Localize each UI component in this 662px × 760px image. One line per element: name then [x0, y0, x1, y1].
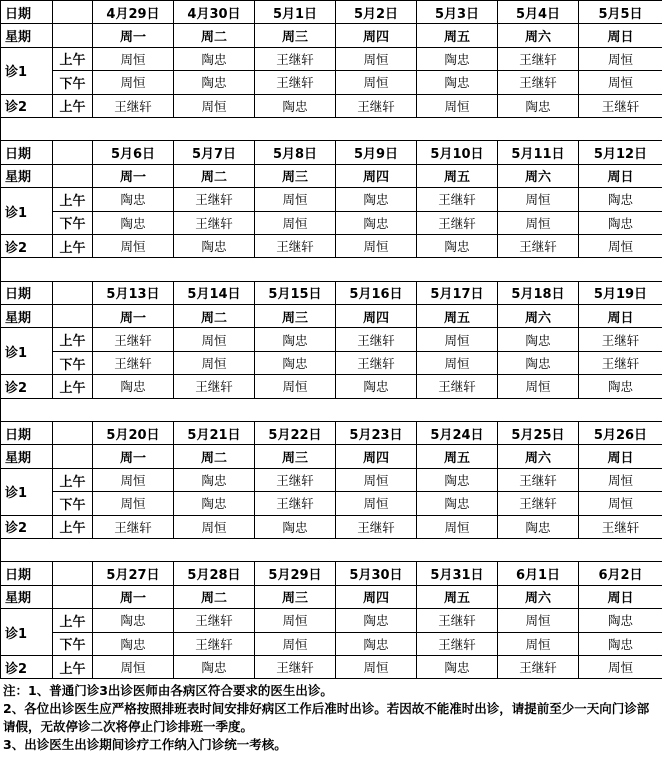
doctor-cell: 王继轩 — [93, 351, 174, 374]
doctor-cell: 陶忠 — [255, 515, 336, 538]
weekday-cell: 周日 — [579, 585, 662, 608]
date-cell: 6月2日 — [579, 562, 662, 585]
doctor-cell: 周恒 — [336, 47, 417, 70]
weekday-row — [1, 445, 662, 468]
doctor-cell: 陶忠 — [255, 94, 336, 117]
weekday-cell: 周五 — [417, 305, 498, 328]
doctor-cell: 周恒 — [255, 632, 336, 655]
am-label: 上午 — [53, 188, 93, 211]
weekday-cell: 周三 — [255, 305, 336, 328]
date-label: 日期 — [1, 281, 53, 304]
doctor-cell: 王继轩 — [498, 234, 579, 257]
doctor-cell: 陶忠 — [336, 211, 417, 234]
doctor-cell: 王继轩 — [417, 375, 498, 398]
weekday-label: 星期 — [1, 164, 53, 187]
date-cell: 5月3日 — [417, 1, 498, 24]
doctor-cell: 周恒 — [336, 71, 417, 94]
empty-cell — [53, 562, 93, 585]
weekday-cell: 周三 — [255, 164, 336, 187]
weekday-label: 星期 — [1, 305, 53, 328]
date-cell: 5月23日 — [336, 422, 417, 445]
doctor-cell: 周恒 — [336, 234, 417, 257]
weekday-cell: 周三 — [255, 445, 336, 468]
doctor-cell: 周恒 — [93, 47, 174, 70]
doctor-cell: 陶忠 — [93, 211, 174, 234]
doctor-cell: 陶忠 — [579, 188, 662, 211]
note-3: 3、出诊医生出诊期间诊疗工作纳入门诊统一考核。 — [3, 737, 287, 753]
date-cell: 5月16日 — [336, 281, 417, 304]
doctor-cell: 王继轩 — [255, 655, 336, 678]
doctor-cell: 周恒 — [93, 492, 174, 515]
doctor-cell: 周恒 — [579, 71, 662, 94]
weekday-cell: 周一 — [93, 445, 174, 468]
doctor-cell: 周恒 — [255, 375, 336, 398]
schedule-body — [1, 1, 662, 679]
weekday-cell: 周五 — [417, 585, 498, 608]
clinic2-label: 诊2 — [1, 375, 53, 398]
date-cell: 5月7日 — [174, 141, 255, 164]
weekday-cell: 周二 — [174, 585, 255, 608]
date-cell: 5月2日 — [336, 1, 417, 24]
doctor-cell: 周恒 — [417, 351, 498, 374]
doctor-cell: 周恒 — [579, 655, 662, 678]
doctor-cell: 陶忠 — [93, 375, 174, 398]
doctor-cell: 周恒 — [336, 492, 417, 515]
doctor-cell: 陶忠 — [417, 71, 498, 94]
doctor-cell: 王继轩 — [498, 492, 579, 515]
date-cell: 5月20日 — [93, 422, 174, 445]
doctor-cell: 陶忠 — [579, 609, 662, 632]
doctor-cell: 陶忠 — [579, 375, 662, 398]
date-cell: 5月9日 — [336, 141, 417, 164]
date-label: 日期 — [1, 562, 53, 585]
note-2: 2、各位出诊医生应严格按照排班表时间安排好病区工作后准时出诊。若因故不能准时出诊，请提前至少一天向门诊部请假，无故停诊二次将停止门诊排班一季度。 — [3, 701, 650, 735]
doctor-cell: 王继轩 — [174, 211, 255, 234]
doctor-cell: 周恒 — [174, 328, 255, 351]
doctor-cell: 周恒 — [498, 375, 579, 398]
am-label: 上午 — [53, 515, 93, 538]
weekday-cell: 周六 — [498, 445, 579, 468]
doctor-cell: 陶忠 — [579, 211, 662, 234]
am-label: 上午 — [53, 328, 93, 351]
am-label: 上午 — [53, 94, 93, 117]
doctor-cell: 王继轩 — [93, 515, 174, 538]
date-cell: 5月4日 — [498, 1, 579, 24]
date-cell: 5月27日 — [93, 562, 174, 585]
separator-cell — [1, 398, 662, 421]
clinic1-am-row — [1, 468, 662, 491]
clinic1-pm-row — [1, 492, 662, 515]
clinic2-am-row — [1, 515, 662, 538]
date-label: 日期 — [1, 422, 53, 445]
empty-cell — [53, 445, 93, 468]
doctor-cell: 周恒 — [579, 47, 662, 70]
doctor-cell: 周恒 — [498, 211, 579, 234]
clinic1-label: 诊1 — [1, 468, 53, 515]
date-cell: 5月1日 — [255, 1, 336, 24]
doctor-cell: 王继轩 — [255, 234, 336, 257]
separator-cell — [1, 258, 662, 281]
doctor-cell: 陶忠 — [255, 328, 336, 351]
weekday-cell: 周六 — [498, 305, 579, 328]
doctor-cell: 王继轩 — [336, 94, 417, 117]
doctor-cell: 陶忠 — [336, 375, 417, 398]
weekday-row — [1, 164, 662, 187]
pm-label: 下午 — [53, 211, 93, 234]
doctor-cell: 陶忠 — [174, 492, 255, 515]
clinic1-pm-row — [1, 211, 662, 234]
clinic2-am-row — [1, 375, 662, 398]
weekday-cell: 周五 — [417, 445, 498, 468]
doctor-cell: 周恒 — [255, 609, 336, 632]
date-cell: 5月22日 — [255, 422, 336, 445]
doctor-cell: 陶忠 — [174, 468, 255, 491]
weekday-cell: 周四 — [336, 305, 417, 328]
clinic1-label: 诊1 — [1, 609, 53, 656]
empty-cell — [53, 24, 93, 47]
weekday-cell: 周二 — [174, 445, 255, 468]
week-separator-row — [1, 258, 662, 281]
weekday-cell: 周日 — [579, 305, 662, 328]
doctor-cell: 陶忠 — [174, 655, 255, 678]
doctor-cell: 陶忠 — [417, 234, 498, 257]
doctor-cell: 王继轩 — [579, 515, 662, 538]
am-label: 上午 — [53, 655, 93, 678]
week-separator-row — [1, 538, 662, 561]
date-cell: 5月26日 — [579, 422, 662, 445]
doctor-cell: 周恒 — [498, 632, 579, 655]
weekday-cell: 周日 — [579, 164, 662, 187]
doctor-cell: 陶忠 — [255, 351, 336, 374]
doctor-cell: 陶忠 — [174, 71, 255, 94]
empty-cell — [53, 585, 93, 608]
date-cell: 5月5日 — [579, 1, 662, 24]
empty-cell — [53, 281, 93, 304]
doctor-cell: 王继轩 — [93, 94, 174, 117]
weekday-cell: 周一 — [93, 585, 174, 608]
doctor-cell: 王继轩 — [336, 351, 417, 374]
clinic1-am-row — [1, 47, 662, 70]
doctor-cell: 周恒 — [498, 188, 579, 211]
doctor-cell: 王继轩 — [417, 211, 498, 234]
weekday-cell: 周五 — [417, 24, 498, 47]
pm-label: 下午 — [53, 351, 93, 374]
empty-cell — [53, 422, 93, 445]
doctor-cell: 王继轩 — [255, 71, 336, 94]
clinic2-label: 诊2 — [1, 94, 53, 117]
doctor-cell: 陶忠 — [498, 328, 579, 351]
date-cell: 5月14日 — [174, 281, 255, 304]
clinic2-am-row — [1, 94, 662, 117]
date-row — [1, 281, 662, 304]
separator-cell — [1, 538, 662, 561]
weekday-cell: 周四 — [336, 445, 417, 468]
date-label: 日期 — [1, 1, 53, 24]
doctor-cell: 周恒 — [498, 609, 579, 632]
doctor-cell: 陶忠 — [174, 47, 255, 70]
date-cell: 5月19日 — [579, 281, 662, 304]
doctor-cell: 周恒 — [417, 94, 498, 117]
am-label: 上午 — [53, 375, 93, 398]
doctor-cell: 周恒 — [417, 328, 498, 351]
date-cell: 5月21日 — [174, 422, 255, 445]
weekday-cell: 周三 — [255, 24, 336, 47]
weekday-row — [1, 24, 662, 47]
date-cell: 5月11日 — [498, 141, 579, 164]
date-label: 日期 — [1, 141, 53, 164]
weekday-cell: 周二 — [174, 305, 255, 328]
am-label: 上午 — [53, 47, 93, 70]
date-cell: 5月30日 — [336, 562, 417, 585]
date-cell: 5月12日 — [579, 141, 662, 164]
am-label: 上午 — [53, 234, 93, 257]
doctor-cell: 周恒 — [93, 655, 174, 678]
weekday-cell: 周一 — [93, 24, 174, 47]
weekday-cell: 周日 — [579, 24, 662, 47]
weekday-cell: 周六 — [498, 585, 579, 608]
doctor-cell: 王继轩 — [498, 468, 579, 491]
date-row — [1, 141, 662, 164]
doctor-cell: 陶忠 — [93, 188, 174, 211]
date-cell: 5月31日 — [417, 562, 498, 585]
doctor-cell: 陶忠 — [417, 492, 498, 515]
date-cell: 5月15日 — [255, 281, 336, 304]
clinic1-pm-row — [1, 632, 662, 655]
doctor-cell: 陶忠 — [579, 632, 662, 655]
empty-cell — [53, 1, 93, 24]
weekday-cell: 周三 — [255, 585, 336, 608]
doctor-cell: 陶忠 — [417, 468, 498, 491]
date-cell: 5月29日 — [255, 562, 336, 585]
doctor-cell: 王继轩 — [174, 375, 255, 398]
doctor-cell: 周恒 — [255, 211, 336, 234]
weekday-label: 星期 — [1, 24, 53, 47]
week-separator-row — [1, 398, 662, 421]
date-cell: 4月30日 — [174, 1, 255, 24]
doctor-cell: 周恒 — [93, 234, 174, 257]
weekday-cell: 周四 — [336, 24, 417, 47]
doctor-cell: 陶忠 — [93, 632, 174, 655]
doctor-cell: 陶忠 — [417, 47, 498, 70]
doctor-cell: 周恒 — [174, 94, 255, 117]
doctor-cell: 周恒 — [255, 188, 336, 211]
notes-section — [0, 679, 662, 754]
doctor-cell: 周恒 — [93, 71, 174, 94]
doctor-cell: 王继轩 — [417, 188, 498, 211]
doctor-cell: 周恒 — [174, 515, 255, 538]
date-row — [1, 1, 662, 24]
pm-label: 下午 — [53, 492, 93, 515]
date-cell: 5月18日 — [498, 281, 579, 304]
empty-cell — [53, 164, 93, 187]
am-label: 上午 — [53, 609, 93, 632]
clinic1-pm-row — [1, 71, 662, 94]
date-cell: 5月28日 — [174, 562, 255, 585]
week-separator-row — [1, 117, 662, 140]
clinic2-am-row — [1, 234, 662, 257]
date-row — [1, 562, 662, 585]
doctor-cell: 周恒 — [579, 468, 662, 491]
doctor-cell: 周恒 — [336, 468, 417, 491]
doctor-cell: 王继轩 — [174, 609, 255, 632]
doctor-cell: 陶忠 — [417, 655, 498, 678]
weekday-cell: 周五 — [417, 164, 498, 187]
doctor-cell: 王继轩 — [174, 632, 255, 655]
weekday-cell: 周六 — [498, 24, 579, 47]
am-label: 上午 — [53, 468, 93, 491]
date-cell: 5月24日 — [417, 422, 498, 445]
weekday-cell: 周六 — [498, 164, 579, 187]
doctor-cell: 陶忠 — [336, 609, 417, 632]
clinic1-am-row — [1, 609, 662, 632]
weekday-row — [1, 585, 662, 608]
doctor-cell: 王继轩 — [498, 655, 579, 678]
date-cell: 5月6日 — [93, 141, 174, 164]
date-cell: 5月17日 — [417, 281, 498, 304]
doctor-cell: 王继轩 — [255, 468, 336, 491]
weekday-label: 星期 — [1, 445, 53, 468]
weekday-cell: 周一 — [93, 164, 174, 187]
doctor-cell: 王继轩 — [255, 492, 336, 515]
doctor-cell: 王继轩 — [498, 47, 579, 70]
doctor-cell: 周恒 — [417, 515, 498, 538]
date-cell: 5月8日 — [255, 141, 336, 164]
clinic1-am-row — [1, 188, 662, 211]
date-cell: 5月25日 — [498, 422, 579, 445]
empty-cell — [53, 305, 93, 328]
doctor-cell: 陶忠 — [336, 632, 417, 655]
doctor-cell: 王继轩 — [579, 351, 662, 374]
date-row — [1, 422, 662, 445]
clinic2-label: 诊2 — [1, 515, 53, 538]
doctor-cell: 周恒 — [336, 655, 417, 678]
clinic1-label: 诊1 — [1, 47, 53, 94]
doctor-cell: 陶忠 — [498, 351, 579, 374]
doctor-cell: 周恒 — [579, 234, 662, 257]
doctor-cell: 周恒 — [93, 468, 174, 491]
pm-label: 下午 — [53, 71, 93, 94]
doctor-cell: 王继轩 — [174, 188, 255, 211]
weekday-cell: 周四 — [336, 585, 417, 608]
clinic2-am-row — [1, 655, 662, 678]
empty-cell — [53, 141, 93, 164]
doctor-cell: 王继轩 — [579, 328, 662, 351]
weekday-label: 星期 — [1, 585, 53, 608]
doctor-cell: 王继轩 — [498, 71, 579, 94]
doctor-cell: 陶忠 — [498, 515, 579, 538]
date-cell: 6月1日 — [498, 562, 579, 585]
weekday-cell: 周二 — [174, 24, 255, 47]
doctor-cell: 王继轩 — [417, 632, 498, 655]
note-1: 注：1、普通门诊3出诊医师由各病区符合要求的医生出诊。 — [3, 683, 333, 699]
weekday-cell: 周一 — [93, 305, 174, 328]
doctor-cell: 陶忠 — [174, 234, 255, 257]
doctor-cell: 王继轩 — [255, 47, 336, 70]
doctor-cell: 周恒 — [174, 351, 255, 374]
pm-label: 下午 — [53, 632, 93, 655]
weekday-cell: 周四 — [336, 164, 417, 187]
separator-cell — [1, 117, 662, 140]
clinic1-am-row — [1, 328, 662, 351]
clinic1-label: 诊1 — [1, 188, 53, 235]
doctor-cell: 王继轩 — [417, 609, 498, 632]
clinic2-label: 诊2 — [1, 234, 53, 257]
clinic1-pm-row — [1, 351, 662, 374]
doctor-cell: 陶忠 — [93, 609, 174, 632]
doctor-cell: 王继轩 — [336, 328, 417, 351]
clinic2-label: 诊2 — [1, 655, 53, 678]
doctor-cell: 陶忠 — [498, 94, 579, 117]
doctor-cell: 王继轩 — [579, 94, 662, 117]
clinic1-label: 诊1 — [1, 328, 53, 375]
doctor-cell: 王继轩 — [93, 328, 174, 351]
date-cell: 4月29日 — [93, 1, 174, 24]
weekday-row — [1, 305, 662, 328]
date-cell: 5月10日 — [417, 141, 498, 164]
doctor-cell: 陶忠 — [336, 188, 417, 211]
doctor-cell: 周恒 — [579, 492, 662, 515]
date-cell: 5月13日 — [93, 281, 174, 304]
doctor-cell: 王继轩 — [336, 515, 417, 538]
weekday-cell: 周二 — [174, 164, 255, 187]
weekday-cell: 周日 — [579, 445, 662, 468]
